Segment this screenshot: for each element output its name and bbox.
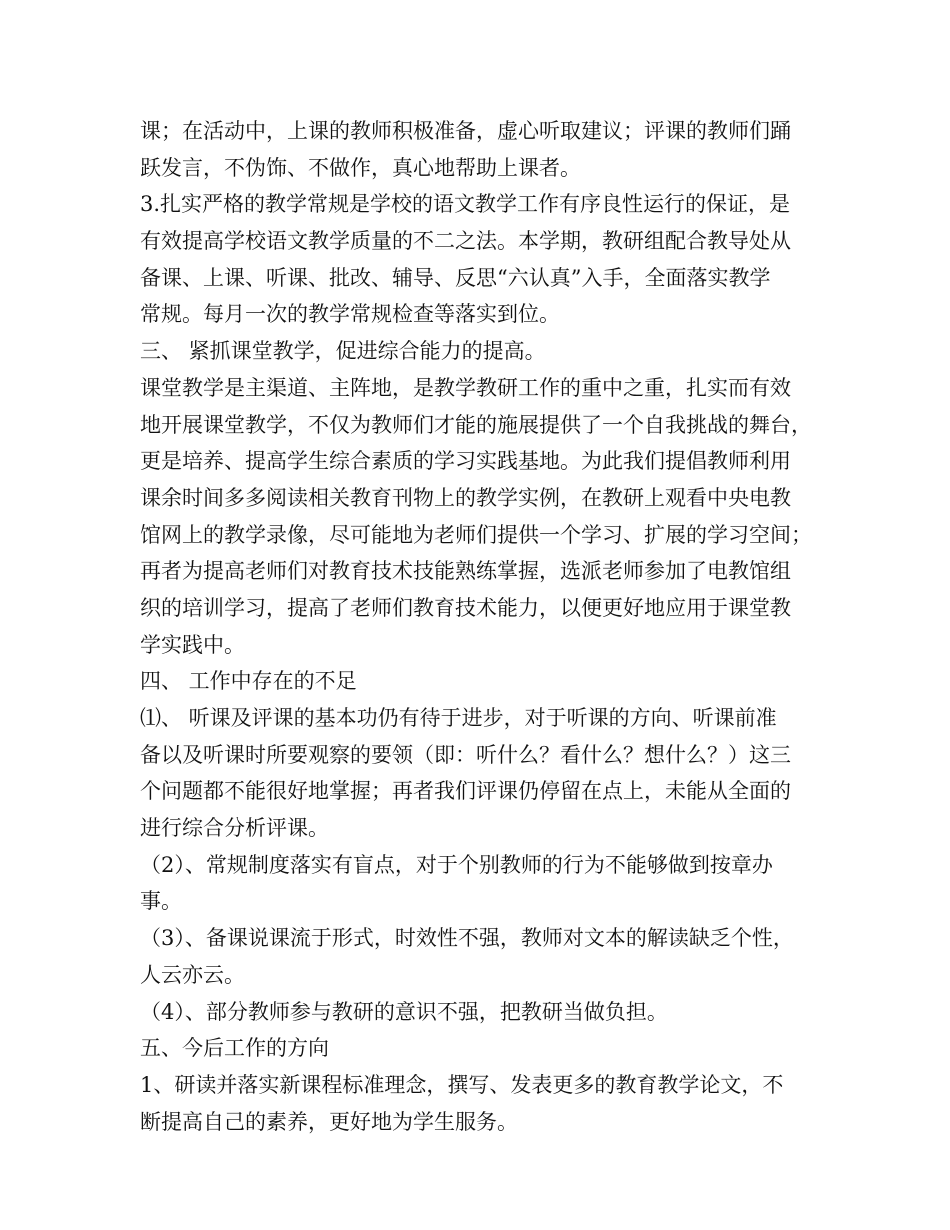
text-line-21: （2）、常规制度落实有盲点，对于个别教师的行为不能够做到按章办: [140, 852, 773, 877]
text-line-6: 常规。每月一次的教学常规检查等落实到位。: [140, 302, 560, 327]
section-heading-4: 四、 工作中存在的不足: [140, 669, 357, 694]
text-line-24: 人云亦云。: [140, 962, 245, 987]
text-line-17: ⑴、 听课及评课的基本功仍有待于进步，对于听课的方向、听课前准: [140, 706, 777, 730]
text-line-8: 课堂教学是主渠道、主阵地，是教学教研工作的重中之重，扎实而有效: [140, 375, 791, 400]
text-line-4: 有效提高学校语文教学质量的不二之法。本学期，教研组配合教导处从: [140, 229, 791, 254]
text-line-23: （3）、备课说课流于形式，时效性不强，教师对文本的解读缺乏个性，: [140, 926, 794, 951]
text-line-18: 备以及听课时所要观察的要领（即：听什么？看什么？想什么？）这三: [140, 742, 791, 767]
text-line-22: 事。: [140, 889, 182, 914]
text-line-28: 断提高自己的素养，更好地为学生服务。: [140, 1109, 518, 1134]
text-line-3: 3.扎实严格的教学常规是学校的语文教学工作有序良性运行的保证，是: [140, 192, 791, 217]
text-line-5: 备课、上课、听课、批改、辅导、反思“六认真”入手，全面落实教学: [140, 265, 771, 290]
text-line-10: 更是培养、提高学生综合素质的学习实践基地。为此我们提倡教师利用: [140, 449, 791, 474]
section-heading-5: 五、今后工作的方向: [140, 1036, 329, 1061]
text-line-15: 学实践中。: [140, 632, 245, 657]
text-line-25: （4）、部分教师参与教研的意识不强，把教研当做负担。: [140, 999, 668, 1024]
text-line-13: 再者为提高老师们对教育技术技能熟练掌握，选派老师参加了电教馆组: [140, 559, 791, 584]
text-line-1: 课；在活动中，上课的教师积极准备，虚心听取建议；评课的教师们踊: [140, 119, 791, 143]
text-line-11: 课余时间多多阅读相关教育刊物上的教学实例，在教研上观看中央电教: [140, 485, 791, 510]
section-heading-3: 三、 紧抓课堂教学，促进综合能力的提高。: [140, 339, 546, 364]
text-line-2: 跃发言，不伪饰、不做作，真心地帮助上课者。: [140, 155, 581, 180]
document-body: [140, 113, 830, 1140]
text-line-27: 1、研读并落实新课程标准理念，撰写、发表更多的教育教学论文，不: [140, 1072, 784, 1097]
text-line-19: 个问题都不能很好地掌握；再者我们评课仍停留在点上，未能从全面的: [140, 779, 791, 804]
text-line-20: 进行综合分析评课。: [140, 816, 329, 841]
text-line-14: 织的培训学习，提高了老师们教育技术能力，以便更好地应用于课堂教: [140, 595, 791, 620]
text-line-9: 地开展课堂教学，不仅为教师们才能的施展提供了一个自我挑战的舞台，: [140, 412, 812, 437]
text-line-12: 馆网上的教学录像，尽可能地为老师们提供一个学习、扩展的学习空间；: [140, 522, 812, 547]
